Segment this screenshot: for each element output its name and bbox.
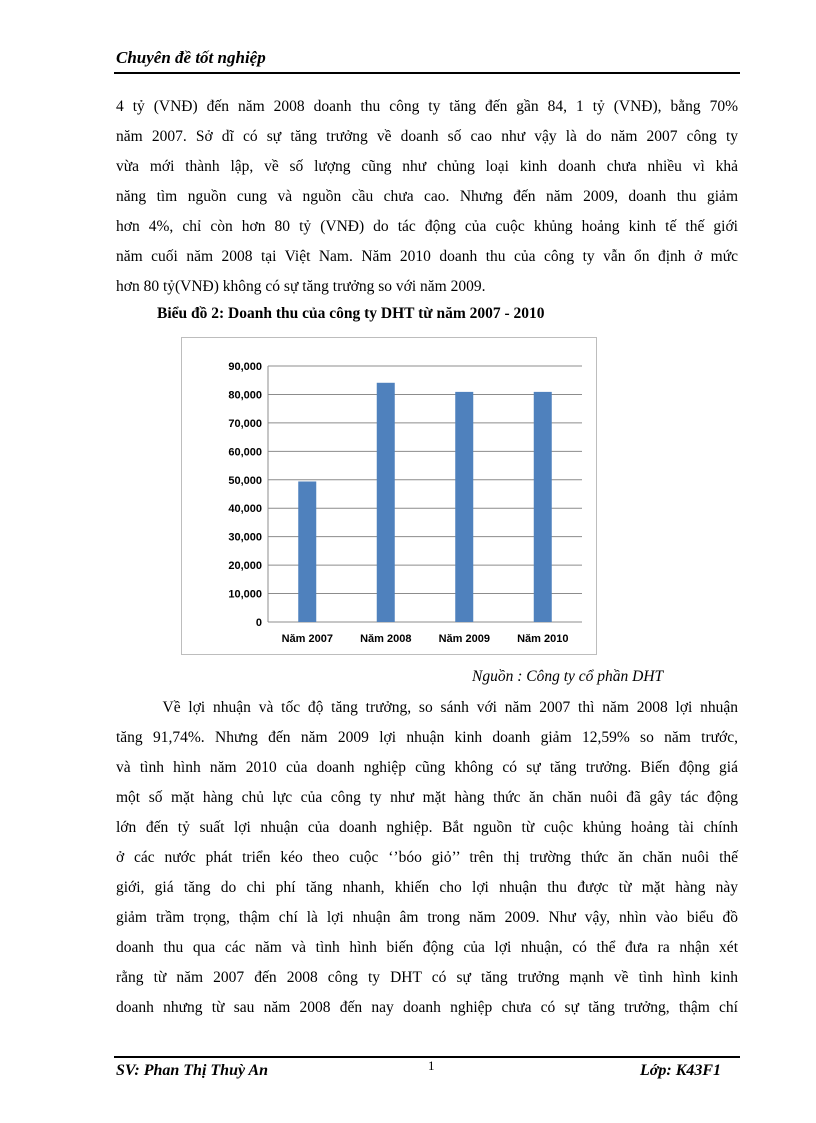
paragraph-line: năm 2007. Sở dĩ có sự tăng trưởng về doanh số cao như vậy là do năm 2007 công ty — [116, 128, 738, 145]
y-tick-label: 30,000 — [228, 531, 262, 544]
paragraph-profit — [116, 693, 738, 1023]
paragraph-line: lớn đến tỷ suất lợi nhuận của doanh nghiệp. Bắt nguồn từ cuộc khủng hoảng tài chính — [116, 819, 738, 836]
y-tick-label: 20,000 — [228, 560, 262, 573]
paragraph-line: năng tìm nguồn cung và nguồn cầu chưa cao. Nhưng đến năm 2009, doanh thu giảm — [116, 188, 738, 205]
chart-caption: Biểu đồ 2: Doanh thu của công ty DHT từ năm 2007 - 2010 — [157, 305, 545, 322]
paragraph-line: ở các nước phát triển kéo theo cuộc ‘’bóo giỏ’’ trên thị trường thức ăn chăn nuôi thế — [116, 849, 738, 866]
paragraph-line: và tình hình năm 2010 của doanh nghiệp cũng không có sự tăng trưởng. Biến động giá — [116, 759, 738, 776]
chart-source-note: Nguồn : Công ty cổ phần DHT — [472, 668, 664, 685]
paragraph-line: hơn 80 tỷ(VNĐ) không có sự tăng trưởng so với năm 2009. — [116, 278, 486, 295]
paragraph-line: doanh thu qua các năm và tình hình biến động của lợi nhuận, có thể đưa ra nhận xét — [116, 939, 738, 956]
y-tick-label: 50,000 — [228, 474, 262, 487]
y-tick-label: 90,000 — [228, 361, 262, 373]
paragraph-line: giới, giá tăng do chi phí tăng nhanh, khiến cho lợi nhuận thu được từ mặt hàng này — [116, 879, 738, 896]
paragraph-line: doanh nhưng từ sau năm 2008 đến nay doanh nghiệp chưa có sự tăng trưởng, thậm chí — [116, 999, 738, 1016]
paragraph-line: một số mặt hàng chủ lực của công ty như mặt hàng thức ăn chăn nuôi đã gây tác động — [116, 789, 738, 806]
paragraph-line: vừa mới thành lập, về số lượng cũng như chủng loại kinh doanh chưa nhiều vì khả — [116, 158, 738, 175]
bar — [455, 392, 473, 622]
page-number: 1 — [428, 1058, 435, 1073]
y-tick-label: 60,000 — [228, 446, 262, 459]
footer-class: Lớp: K43F1 — [640, 1062, 722, 1079]
paragraph-revenue — [116, 92, 738, 302]
chart-frame — [181, 337, 597, 655]
bar — [534, 392, 552, 622]
running-header-title: Chuyên đề tốt nghiệp — [116, 48, 266, 67]
footer-rule — [114, 1056, 740, 1058]
bar — [298, 481, 316, 622]
revenue-bar-chart — [182, 338, 596, 654]
bar — [377, 383, 395, 622]
y-tick-label: 10,000 — [228, 588, 262, 601]
x-tick-label: Năm 2008 — [360, 633, 412, 645]
paragraph-line: tăng 91,74%. Nhưng đến năm 2009 lợi nhuận kinh doanh giảm 12,59% so năm trước, — [116, 729, 738, 746]
y-tick-label: 0 — [255, 617, 262, 629]
paragraph-line: giảm trầm trọng, thậm chí là lợi nhuận âm trong năm 2009. Như vậy, nhìn vào biểu đồ — [116, 909, 738, 926]
paragraph-line: năm cuối năm 2008 tại Việt Nam. Năm 2010 doanh thu của công ty vẫn ổn định ở mức — [116, 248, 738, 265]
paragraph-line: rằng từ năm 2007 đến 2008 công ty DHT có sự tăng trưởng mạnh về tình hình kinh — [116, 969, 738, 986]
y-tick-label: 70,000 — [228, 417, 262, 430]
header-rule — [114, 72, 740, 74]
x-tick-label: Năm 2010 — [517, 633, 569, 645]
y-tick-label: 80,000 — [228, 389, 262, 402]
x-tick-label: Năm 2007 — [281, 633, 333, 645]
paragraph-line: hơn 4%, chỉ còn hơn 80 tỷ (VNĐ) do tác động của cuộc khủng hoảng kinh tế thế giới — [116, 218, 738, 235]
paragraph-line: Về lợi nhuận và tốc độ tăng trưởng, so sánh với năm 2007 thì năm 2008 lợi nhuận — [116, 699, 738, 716]
y-tick-label: 40,000 — [228, 503, 262, 516]
x-tick-label: Năm 2009 — [438, 633, 490, 645]
paragraph-line: 4 tỷ (VNĐ) đến năm 2008 doanh thu công ty tăng đến gần 84, 1 tỷ (VNĐ), bằng 70% — [116, 98, 738, 115]
footer-student-name: SV: Phan Thị Thuỳ An — [116, 1062, 269, 1079]
